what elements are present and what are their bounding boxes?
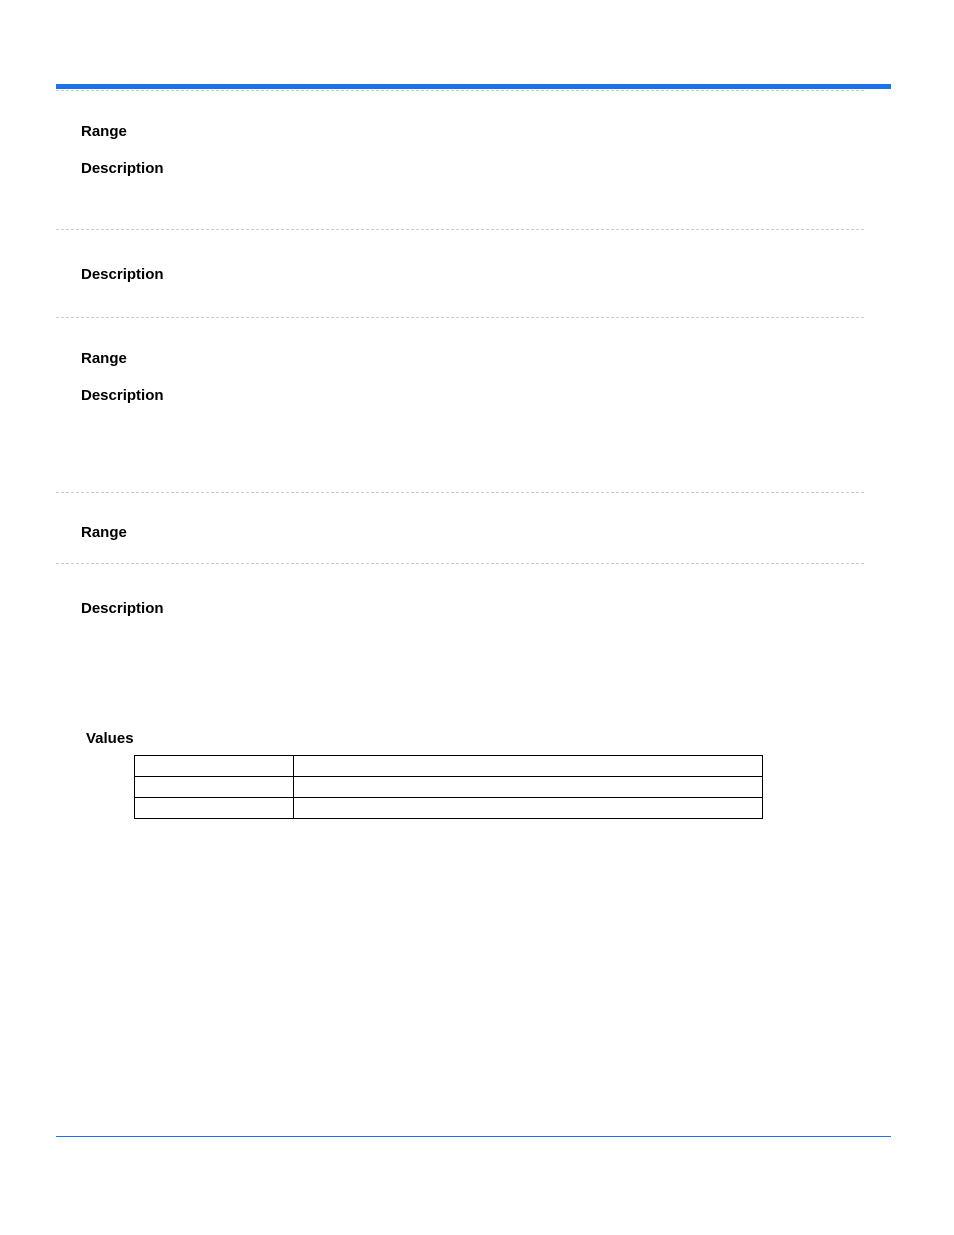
table-row <box>135 756 763 777</box>
table-cell-value <box>135 777 294 798</box>
footer-rule <box>56 1136 891 1137</box>
table-cell-description <box>294 798 763 819</box>
section-divider <box>56 563 864 564</box>
section-divider <box>56 317 864 318</box>
table-row <box>135 777 763 798</box>
table-cell-value <box>135 798 294 819</box>
section-divider <box>56 492 864 493</box>
description-label: Description <box>81 387 164 404</box>
section-divider <box>56 90 864 91</box>
description-label: Description <box>81 266 164 283</box>
header-rule <box>56 84 891 89</box>
description-label: Description <box>81 600 164 617</box>
table-cell-description <box>294 777 763 798</box>
table-cell-value <box>135 756 294 777</box>
table-cell-description <box>294 756 763 777</box>
section-divider <box>56 229 864 230</box>
range-label: Range <box>81 350 127 367</box>
range-label: Range <box>81 524 127 541</box>
range-label: Range <box>81 123 127 140</box>
values-label: Values <box>86 730 134 747</box>
values-table <box>134 755 763 819</box>
table-row <box>135 798 763 819</box>
description-label: Description <box>81 160 164 177</box>
